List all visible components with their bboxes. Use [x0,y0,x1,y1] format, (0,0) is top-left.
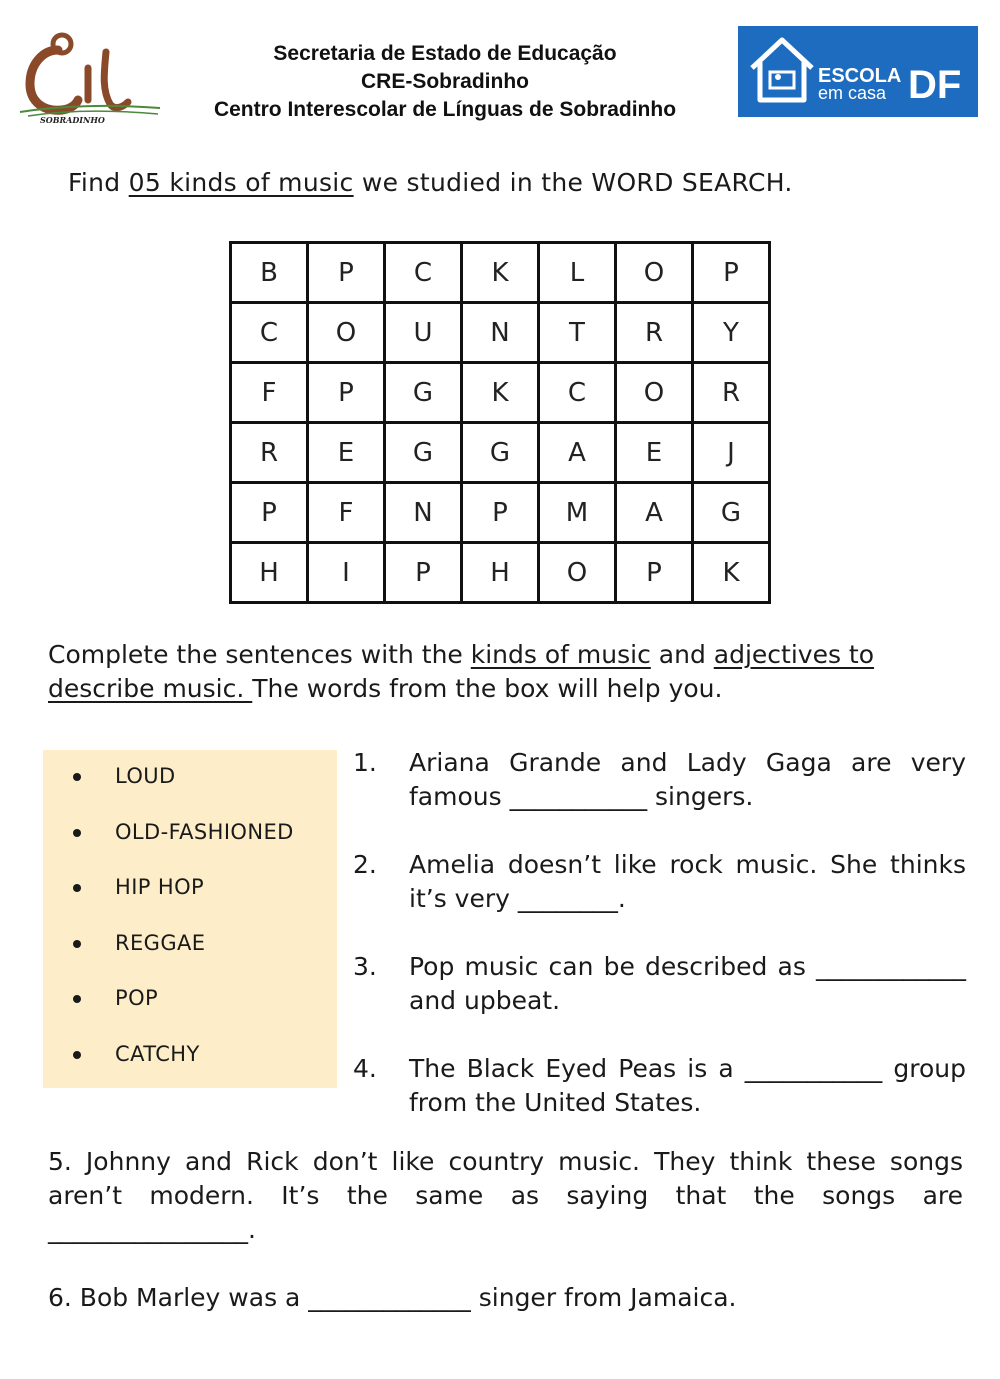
grid-cell: N [385,483,462,543]
grid-cell: P [385,543,462,603]
grid-cell: G [693,483,770,543]
grid-cell: O [616,243,693,303]
underline-adjectives: adjectives to describe music. [48,640,875,703]
question-6: 6. Bob Marley was a _____________ singer from Jamaica. [48,1283,737,1312]
underline-kinds-of-music: kinds of music [470,640,651,669]
question-text: Ariana Grande and Lady Gaga are very famous ___________ singers. [409,748,966,811]
word-box-item: LOUD [43,758,337,814]
header-line-3: Centro Interescolar de Línguas de Sobradinho [213,98,677,121]
header-line-1: Secretaria de Estado de Educação [273,42,617,65]
grid-cell: E [308,423,385,483]
header-title [165,40,725,124]
grid-cell: E [616,423,693,483]
logo-em-casa-text: em casa [818,83,887,103]
grid-cell: N [462,303,539,363]
question-1 [353,746,966,814]
word-box-item: POP [43,980,337,1036]
question-text: Amelia doesn’t like rock music. She thinks it’s very ________. [409,850,966,913]
complete-instruction: Complete the sentences with the kinds of music and adjectives to describe music. The words from the box will help you. [48,640,875,703]
grid-cell: I [308,543,385,603]
question-3 [353,950,966,1018]
grid-cell: O [616,363,693,423]
grid-cell: P [231,483,308,543]
grid-cell: P [616,543,693,603]
grid-cell: P [308,243,385,303]
question-5: 5. Johnny and Rick don’t like country music. They think these songs aren’t modern. It’s the same as saying that the songs are ________________. [48,1147,963,1244]
grid-row [231,483,770,543]
word-box [43,750,337,1088]
instruction-underlined: 05 kinds of music [128,168,354,197]
grid-cell: Y [693,303,770,363]
word-search-instruction: Find 05 kinds of music we studied in the WORD SEARCH. [68,168,793,197]
grid-cell: H [462,543,539,603]
grid-cell: G [462,423,539,483]
cil-logo [18,28,163,126]
word-box-item: OLD-FASHIONED [43,814,337,870]
grid-cell: C [231,303,308,363]
grid-row [231,303,770,363]
grid-cell: K [462,243,539,303]
grid-row [231,543,770,603]
word-box-item: REGGAE [43,925,337,981]
word-box-item: HIP HOP [43,869,337,925]
grid-cell: A [539,423,616,483]
word-search-grid [229,241,771,604]
header-line-2: CRE-Sobradinho [361,70,529,93]
grid-cell: M [539,483,616,543]
grid-row [231,243,770,303]
grid-cell: F [231,363,308,423]
grid-cell: C [385,243,462,303]
logo-escola-text: ESCOLA [818,65,902,87]
question-number: 1. [353,748,377,777]
grid-cell: F [308,483,385,543]
logo-df-text: DF [908,63,962,107]
grid-cell: J [693,423,770,483]
grid-cell: P [462,483,539,543]
question-2 [353,848,966,916]
grid-cell: T [539,303,616,363]
grid-cell: G [385,363,462,423]
grid-row [231,363,770,423]
grid-cell: P [308,363,385,423]
cil-logo-caption: SOBRADINHO [40,115,105,125]
grid-cell: L [539,243,616,303]
question-4 [353,1052,966,1120]
word-box-item: CATCHY [43,1036,337,1092]
house-icon [752,40,812,100]
grid-cell: H [231,543,308,603]
grid-cell: R [231,423,308,483]
question-number: 2. [353,850,377,879]
question-text: Pop music can be described as ____________ and upbeat. [409,952,966,1015]
grid-cell: K [462,363,539,423]
grid-cell: K [693,543,770,603]
grid-cell: P [693,243,770,303]
grid-cell: O [308,303,385,363]
grid-cell: O [539,543,616,603]
escola-em-casa-logo [738,26,978,117]
grid-row [231,423,770,483]
grid-cell: A [616,483,693,543]
grid-cell: C [539,363,616,423]
question-text: The Black Eyed Peas is a ___________ group from the United States. [409,1054,966,1117]
grid-cell: G [385,423,462,483]
grid-cell: R [616,303,693,363]
question-number: 3. [353,952,377,981]
grid-cell: R [693,363,770,423]
grid-cell: U [385,303,462,363]
grid-cell: B [231,243,308,303]
question-number: 4. [353,1054,377,1083]
